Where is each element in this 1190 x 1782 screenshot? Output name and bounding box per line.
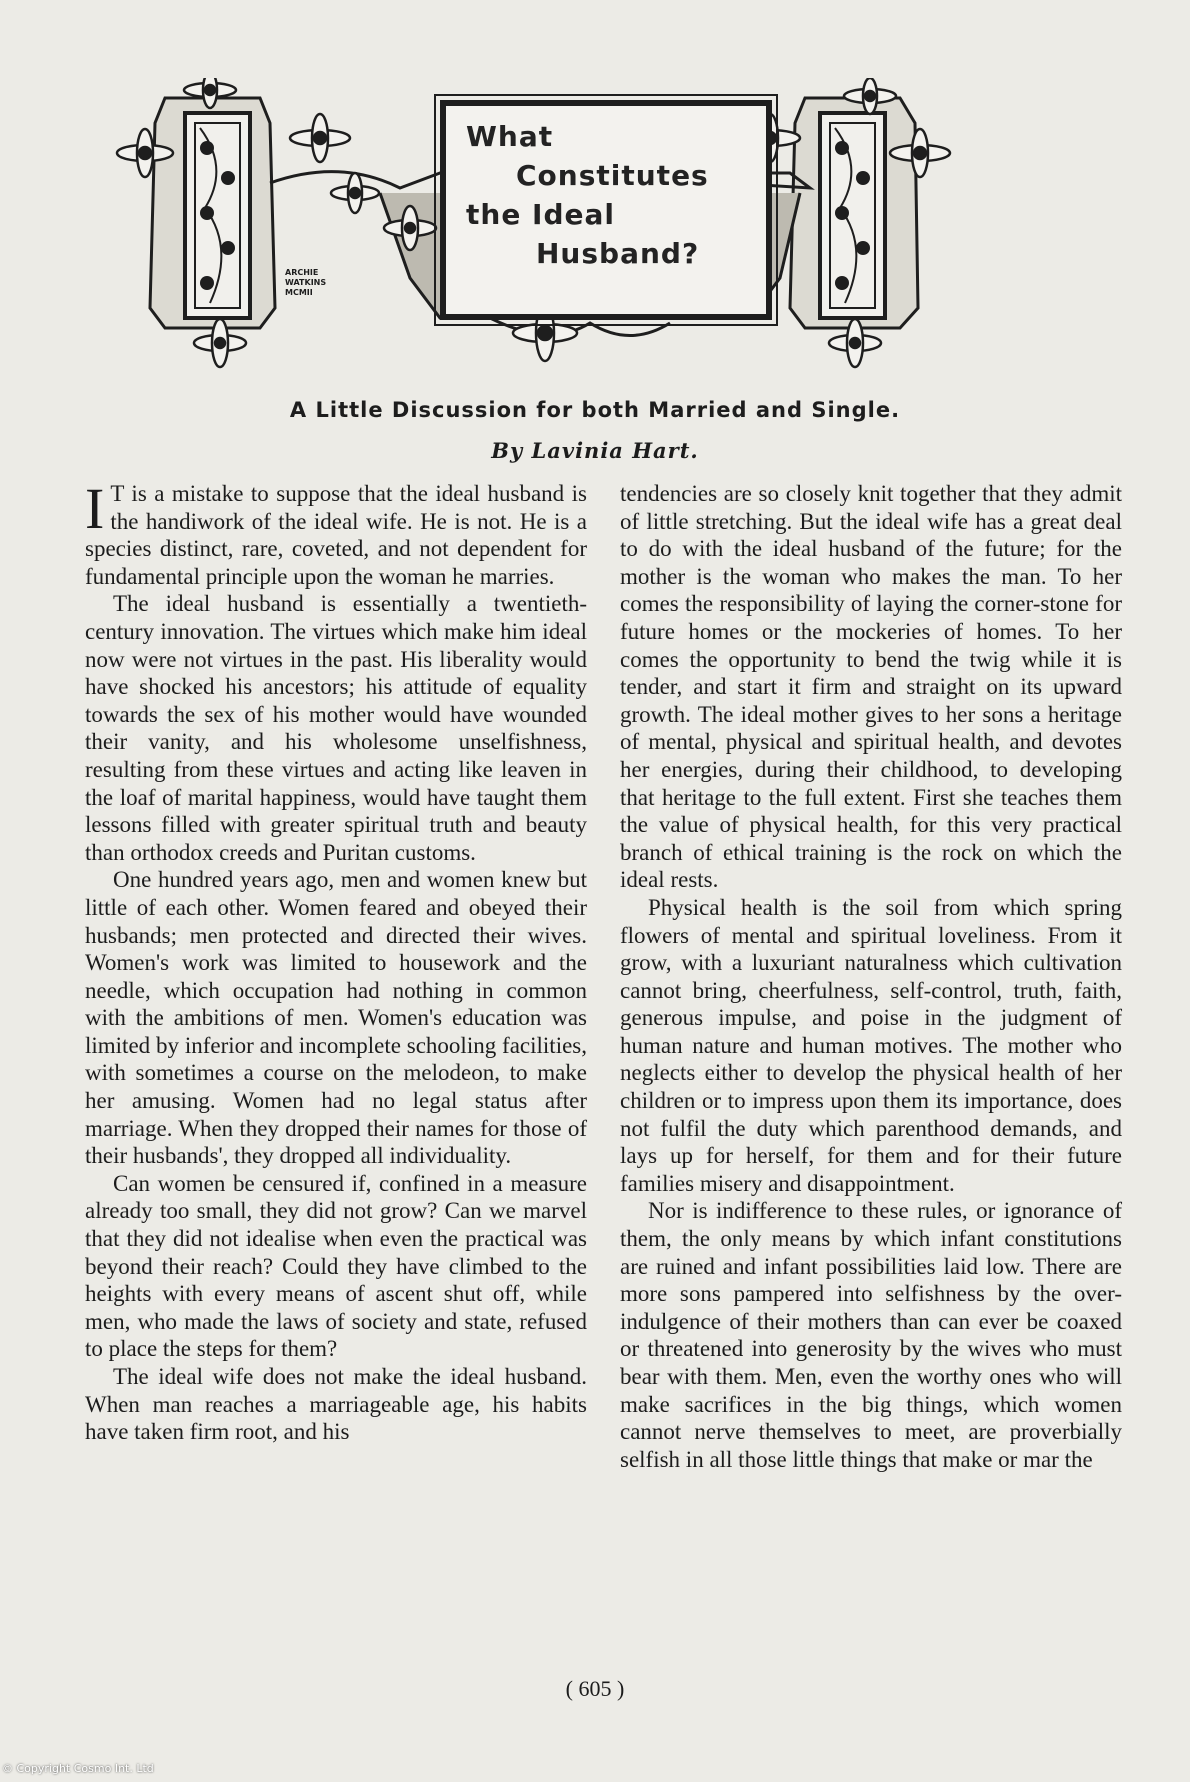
title-line: the Ideal [466,198,615,231]
copyright-watermark: © Copyright Cosmo Int. Ltd [2,1762,154,1775]
signature-line: MCMII [285,288,313,297]
paragraph-text: T is a mistake to suppose that the ideal husband is the handiwork of the ideal wife. He is not. He is a species distinct, rare, coveted, and not dependent for fundamental principle upon the woman he marries. [85,481,587,589]
left-column [85,476,587,1446]
article-subtitle: A Little Discussion for both Married and Single. [289,398,901,422]
paragraph: The ideal husband is essentially a twentieth-century innovation. The virtues which make him ideal now were not virtues in the past. His liberality would have shocked his ancestors; his attitude of equality towards the sex of his mother would have wounded their vanity, and his wholesome unselfishness, resulting from these virtues and acting like leaven in the loaf of marital happiness, would have taught them lessons filled with greater spiritual truth and beauty than orthodox creeds and Puritan customs. [85,591,587,865]
title-line: What [466,120,554,153]
right-column [620,480,1122,1473]
title-line: Constitutes [516,159,709,192]
title-line: Husband? [536,237,700,270]
paragraph [85,476,587,590]
page-number: ( 605 ) [565,1676,625,1701]
paragraph: tendencies are so closely knit together that they admit of little stretching. But the ideal wife has a great deal to do with the ideal husband of the future; for the mother is the woman who makes the man. To her comes the responsibility of laying the corner-stone for future homes or the mockeries of homes. To her comes the opportunity to bend the twig while it is tender, and start it firm and straight on its upward growth. The ideal mother gives to her sons a heritage of mental, physical and spiritual health, and devotes her energies, during their childhood, to developing that heritage to the full extent. First she teaches them the value of physical health, for this very practical branch of ethical training is the rock on which the ideal rests. [620,481,1122,893]
signature-line: WATKINS [285,278,327,287]
paragraph: One hundred years ago, men and women knew but little of each other. Women feared and obeyed their husbands; men protected and directed their wives. Women's work was limited to housework and the needle, which occupation had nothing in common with the ambitions of men. Women's education was limited by inferior and incomplete schooling facilities, with sometimes a course on the melodeon, to make her amusing. Women had no legal status after marriage. When they dropped their names for those of their husbands', they dropped all individuality. [85,867,587,1169]
signature-line: ARCHIE [285,268,319,277]
paragraph: Physical health is the soil from which spring flowers of mental and spiritual loveliness. From it grow, with a luxuriant naturalness which cultivation cannot bring, cheerfulness, self-control, truth, faith, generous impulse, and poise in the judgment of human nature and human motives. The mother who neglects either to develop the physical health of her children or to impress upon them its importance, does not fulfil the duty which parenthood demands, and lays up for herself, for them and for their future families misery and disappointment. [620,894,1122,1196]
article-byline: By Lavinia Hart. [491,438,699,463]
drop-cap: I [85,476,105,541]
paragraph: The ideal wife does not make the ideal husband. When man reaches a marriageable age, his habits have taken firm root, and his [85,1364,587,1445]
paragraph: Can women be censured if, confined in a measure already too small, they did not grow? Can we marvel that they did not idealise when even the practical was beyond their reach? Could they have climbed to the heights with every means of ascent shut off, while men, who made the laws of society and state, refused to place the steps for them? [85,1170,587,1362]
title-box [440,100,772,320]
artist-signature [285,268,326,297]
paragraph: Nor is indifference to these rules, or ignorance of them, the only means by which infant constitutions are ruined and infant possibilities laid low. There are more sons pampered into selfishness by the over-indulgence of their mothers than can ever be coaxed or threatened into generosity by the wives who must bear with them. Men, even the worthy ones who will make sacrifices in the big things, which women cannot nerve themselves to meet, are proverbially selfish in all those little things that make or mar the [620,1198,1122,1472]
